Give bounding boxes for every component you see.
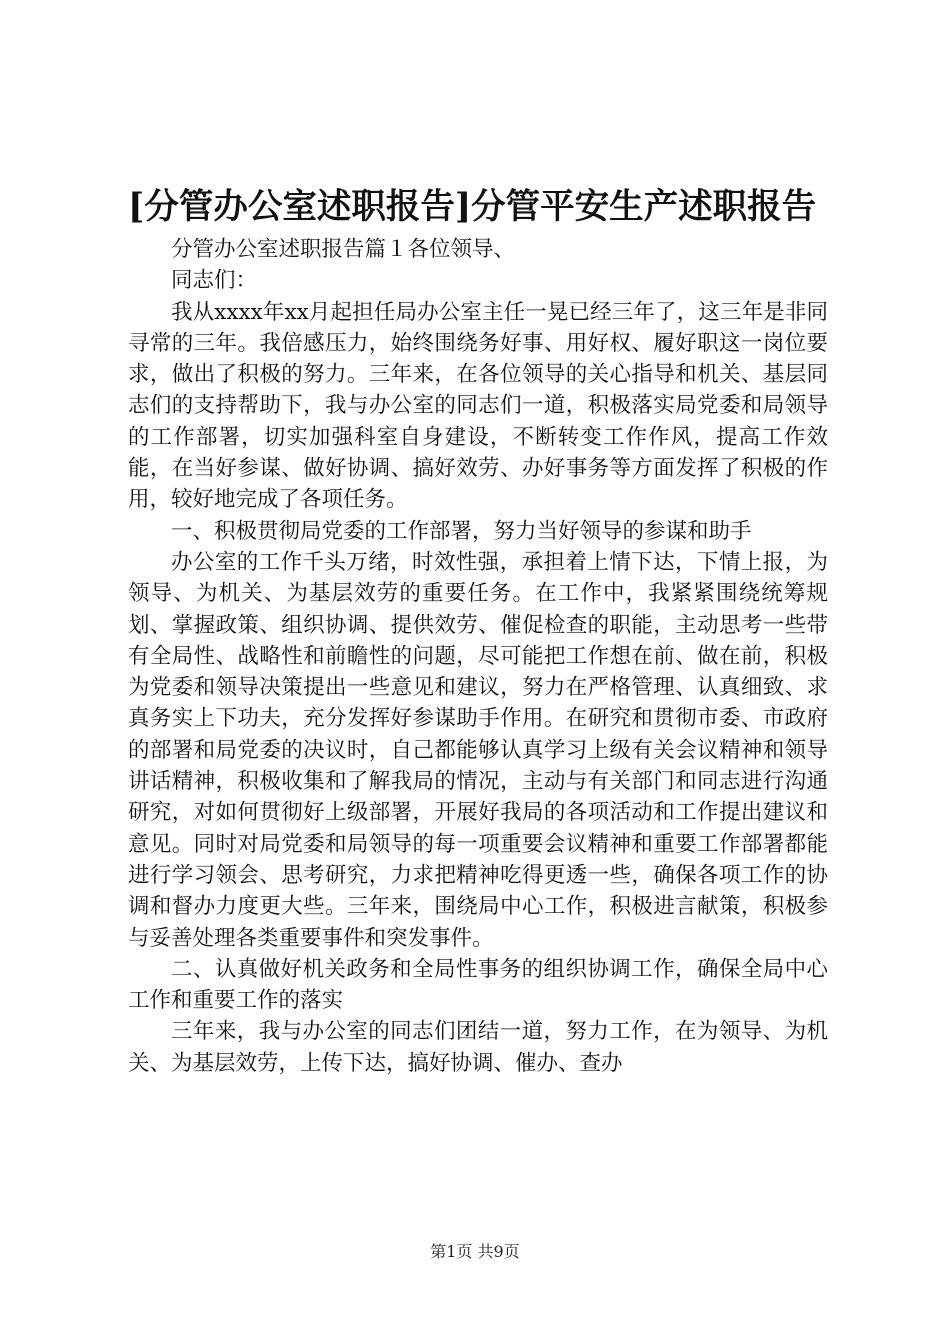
- document-body: [128, 234, 828, 1079]
- paragraph-section-2: 三年来，我与办公室的同志们团结一道，努力工作，在为领导、为机关、为基层效劳，上传下达，搞好协调、催办、查办: [128, 1019, 828, 1076]
- section-heading-2: 二、认真做好机关政务和全局性事务的组织协调工作，确保全局中心工作和重要工作的落实: [128, 956, 828, 1014]
- section-heading-1: 一、积极贯彻局党委的工作部署，努力当好领导的参谋和助手: [171, 518, 752, 544]
- paragraph-intro: 我从xxxx年xx月起担任局办公室主任一晃已经三年了，这三年是非同寻常的三年。我倍感压力，始终围绕务好事、用好权、履好职这一岗位要求，做出了积极的努力。三年来，在各位领导的关心指导和机关、基层同志们的支持帮助下，我与办公室的同志们一道，积极落实局党委和局领导的工作部署，切实加强科室自身建设，不断转变工作作风，提高工作效能，在当好参谋、做好协调、搞好效劳、办好事务等方面发挥了积极的作用，较好地完成了各项任务。: [128, 299, 828, 513]
- paragraph-salutation: 分管办公室述职报告篇１各位领导、: [171, 237, 516, 262]
- document-title: [分管办公室述职报告]分管平安生产述职报告: [128, 187, 817, 227]
- paragraph-salutation-cont: 同志们：: [171, 268, 258, 294]
- page-footer: 第1页 共9页: [430, 1242, 520, 1261]
- paragraph-section-1: 办公室的工作千头万绪，时效性强，承担着上情下达，下情上报，为领导、为机关、为基层效劳的重要任务。在工作中，我紧紧围绕统筹规划、掌握政策、组织协调、提供效劳、催促检查的职能，主动思考一些带有全局性、战略性和前瞻性的问题，尽可能把工作想在前、做在前，积极为党委和领导决策提出一些意见和建议，努力在严格管理、认真细致、求真务实上下功夫，充分发挥好参谋助手作用。在研究和贯彻市委、市政府的部署和局党委的决议时，自己都能够认真学习上级有关会议精神和领导讲话精神，积极收集和了解我局的情况，主动与有关部门和同志进行沟通研究，对如何贯彻好上级部署，开展好我局的各项活动和工作提出建议和意见。同时对局党委和局领导的每一项重要会议精神和重要工作部署都能进行学习领会、思考研究，力求把精神吃得更透一些，确保各项工作的协调和督办力度更大些。三年来，围绕局中心工作，积极进言献策，积极参与妥善处理各类重要事件和突发事件。: [128, 549, 828, 951]
